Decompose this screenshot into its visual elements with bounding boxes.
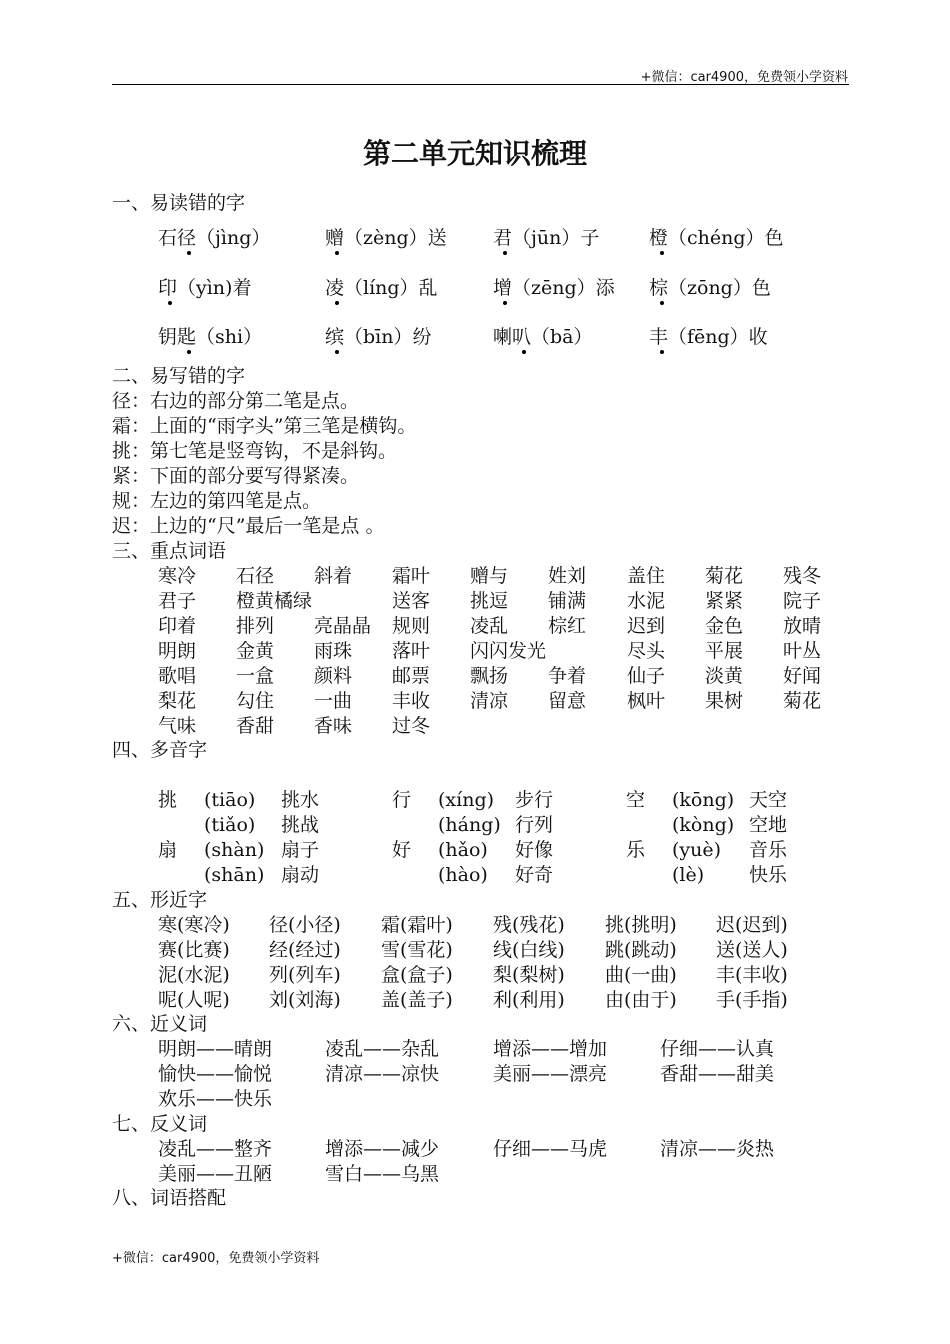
keyword-row-cell: 闪闪发光 bbox=[470, 640, 547, 662]
keyword-row-cell: 斜着 bbox=[314, 565, 353, 587]
synonym-row-cell: 欢乐——快乐 bbox=[158, 1088, 273, 1110]
write-wrong-line: 挑：第七笔是竖弯钩，不是斜钩。 bbox=[112, 440, 398, 462]
similar-row-cell: 赛(比赛) bbox=[158, 939, 230, 961]
synonym-row-cell: 凌乱——杂乱 bbox=[325, 1038, 440, 1060]
keyword-row-cell: 尽头 bbox=[627, 640, 666, 662]
similar-row-cell: 残(残花) bbox=[493, 914, 565, 936]
keyword-row-cell: 一盒 bbox=[236, 665, 275, 687]
read-wrong-row-cell: 石径（jìng） bbox=[158, 227, 271, 249]
similar-row-cell: 挑(挑明) bbox=[605, 914, 677, 936]
keyword-row-cell: 争着 bbox=[548, 665, 587, 687]
polyphone-row-cell: 挑 bbox=[158, 789, 178, 811]
keyword-row-cell: 雨珠 bbox=[314, 640, 353, 662]
keyword-row-cell: 金色 bbox=[705, 615, 744, 637]
polyphone-row-cell: (hǎo) bbox=[438, 839, 488, 861]
polyphone-row-cell: 扇 bbox=[158, 839, 178, 861]
polyphone-row-cell: 乐 bbox=[626, 839, 646, 861]
keyword-row-cell: 赠与 bbox=[470, 565, 509, 587]
synonym-row-cell: 愉快——愉悦 bbox=[158, 1063, 273, 1085]
keyword-row-cell: 送客 bbox=[392, 590, 431, 612]
synonym-row-cell: 仔细——认真 bbox=[660, 1038, 775, 1060]
emphasis-dot bbox=[660, 350, 664, 354]
polyphone-row-cell: 快乐 bbox=[749, 864, 788, 886]
keyword-row-cell: 迟到 bbox=[627, 615, 666, 637]
antonym-row-cell: 清凉——炎热 bbox=[660, 1138, 775, 1160]
read-wrong-row-cell: 缤（bīn）纷 bbox=[325, 326, 432, 348]
keyword-row-cell: 勾住 bbox=[236, 690, 275, 712]
keyword-row-cell: 过冬 bbox=[392, 715, 431, 737]
emphasis-dot bbox=[187, 350, 191, 354]
keyword-row-cell: 颜料 bbox=[314, 665, 353, 687]
section-heading-6: 六、近义词 bbox=[112, 1013, 208, 1035]
keyword-row-cell: 仙子 bbox=[627, 665, 666, 687]
similar-row-cell: 由(由于) bbox=[605, 989, 677, 1011]
emphasis-dot bbox=[660, 301, 664, 305]
polyphone-row-cell: (shàn) bbox=[204, 839, 265, 861]
read-wrong-row-cell: 增（zēng）添 bbox=[493, 277, 615, 299]
similar-row-cell: 寒(寒冷) bbox=[158, 914, 230, 936]
emphasis-dot bbox=[503, 251, 507, 255]
write-wrong-line: 迟：上边的“尺”最后一笔是点 。 bbox=[112, 515, 385, 537]
polyphone-row-cell: 步行 bbox=[515, 789, 554, 811]
keyword-row-cell: 石径 bbox=[236, 565, 275, 587]
keyword-row-cell: 放晴 bbox=[783, 615, 822, 637]
similar-row-cell: 径(小径) bbox=[269, 914, 341, 936]
emphasis-dot bbox=[522, 350, 526, 354]
synonym-row-cell: 清凉——凉快 bbox=[325, 1063, 440, 1085]
polyphone-row-cell: (shān) bbox=[204, 864, 265, 886]
keyword-row-cell: 残冬 bbox=[783, 565, 822, 587]
keyword-row-cell: 排列 bbox=[236, 615, 275, 637]
polyphone-row-cell: 挑战 bbox=[281, 814, 320, 836]
polyphone-row-cell: 行列 bbox=[515, 814, 554, 836]
polyphone-row-cell: 天空 bbox=[749, 789, 788, 811]
section-heading-4: 四、多音字 bbox=[112, 739, 208, 761]
keyword-row-cell: 霜叶 bbox=[392, 565, 431, 587]
read-wrong-row-cell: 凌（líng）乱 bbox=[325, 277, 438, 299]
polyphone-row-cell: 音乐 bbox=[749, 839, 788, 861]
header-divider bbox=[112, 84, 849, 85]
keyword-row-cell: 棕红 bbox=[548, 615, 587, 637]
keyword-row-cell: 香甜 bbox=[236, 715, 275, 737]
keyword-row-cell: 菊花 bbox=[783, 690, 822, 712]
antonym-row-cell: 雪白——乌黑 bbox=[325, 1163, 440, 1185]
similar-row-cell: 丰(丰收) bbox=[716, 964, 788, 986]
keyword-row-cell: 飘扬 bbox=[470, 665, 509, 687]
similar-row-cell: 梨(梨树) bbox=[493, 964, 565, 986]
keyword-row-cell: 橙黄橘绿 bbox=[236, 590, 313, 612]
keyword-row-cell: 气味 bbox=[158, 715, 197, 737]
keyword-row-cell: 挑逗 bbox=[470, 590, 509, 612]
similar-row-cell: 手(手指) bbox=[716, 989, 788, 1011]
write-wrong-line: 规：左边的第四笔是点。 bbox=[112, 490, 322, 512]
read-wrong-row-cell: 喇叭（bā） bbox=[493, 326, 593, 348]
keyword-row-cell: 院子 bbox=[783, 590, 822, 612]
polyphone-row-cell: 好奇 bbox=[515, 864, 554, 886]
section-heading-7: 七、反义词 bbox=[112, 1113, 208, 1135]
keyword-row-cell: 淡黄 bbox=[705, 665, 744, 687]
page-title: 第二单元知识梳理 bbox=[362, 137, 587, 170]
similar-row-cell: 曲(一曲) bbox=[605, 964, 677, 986]
section-heading-1: 一、易读错的字 bbox=[112, 192, 246, 214]
keyword-row-cell: 规则 bbox=[392, 615, 431, 637]
similar-row-cell: 泥(水泥) bbox=[158, 964, 230, 986]
polyphone-row-cell: 空 bbox=[626, 789, 646, 811]
section-heading-5: 五、形近字 bbox=[112, 889, 208, 911]
polyphone-row-cell: (yuè) bbox=[672, 839, 722, 861]
similar-row-cell: 跳(跳动) bbox=[605, 939, 677, 961]
similar-row-cell: 霜(霜叶) bbox=[381, 914, 453, 936]
read-wrong-row-cell: 印（yìn)着 bbox=[158, 277, 252, 299]
keyword-row-cell: 梨花 bbox=[158, 690, 197, 712]
polyphone-row-cell: (lè) bbox=[672, 864, 705, 886]
read-wrong-row-cell: 钥匙（shi） bbox=[158, 326, 263, 348]
section-heading-8: 八、词语搭配 bbox=[112, 1187, 227, 1209]
similar-row-cell: 盖(盖子) bbox=[381, 989, 453, 1011]
header-note: +微信：car4900，免费领小学资料 bbox=[640, 70, 848, 85]
similar-row-cell: 利(利用) bbox=[493, 989, 565, 1011]
antonym-row-cell: 凌乱——整齐 bbox=[158, 1138, 273, 1160]
keyword-row-cell: 水泥 bbox=[627, 590, 666, 612]
polyphone-row-cell: 好像 bbox=[515, 839, 554, 861]
synonym-row-cell: 增添——增加 bbox=[493, 1038, 608, 1060]
polyphone-row-cell: (hào) bbox=[438, 864, 488, 886]
keyword-row-cell: 明朗 bbox=[158, 640, 197, 662]
emphasis-dot bbox=[335, 301, 339, 305]
polyphone-row-cell: (háng) bbox=[438, 814, 501, 836]
polyphone-row-cell: (tiǎo) bbox=[204, 814, 256, 836]
keyword-row-cell: 邮票 bbox=[392, 665, 431, 687]
polyphone-row-cell: 扇动 bbox=[281, 864, 320, 886]
similar-row-cell: 盒(盒子) bbox=[381, 964, 453, 986]
keyword-row-cell: 铺满 bbox=[548, 590, 587, 612]
polyphone-row-cell: (kōng) bbox=[672, 789, 735, 811]
similar-row-cell: 呢(人呢) bbox=[158, 989, 230, 1011]
emphasis-dot bbox=[168, 301, 172, 305]
similar-row-cell: 刘(刘海) bbox=[269, 989, 341, 1011]
keyword-row-cell: 果树 bbox=[705, 690, 744, 712]
write-wrong-line: 径：右边的部分第二笔是点。 bbox=[112, 390, 360, 412]
antonym-row-cell: 增添——减少 bbox=[325, 1138, 440, 1160]
read-wrong-row-cell: 橙（chéng）色 bbox=[649, 227, 784, 249]
similar-row-cell: 线(白线) bbox=[493, 939, 565, 961]
emphasis-dot bbox=[187, 251, 191, 255]
keyword-row-cell: 紧紧 bbox=[705, 590, 744, 612]
keyword-row-cell: 盖住 bbox=[627, 565, 666, 587]
similar-row-cell: 迟(迟到) bbox=[716, 914, 788, 936]
polyphone-row-cell: 扇子 bbox=[281, 839, 320, 861]
keyword-row-cell: 一曲 bbox=[314, 690, 353, 712]
write-wrong-line: 霜：上面的“雨字头”第三笔是横钩。 bbox=[112, 415, 417, 437]
read-wrong-row-cell: 丰（fēng）收 bbox=[649, 326, 768, 348]
keyword-row-cell: 印着 bbox=[158, 615, 197, 637]
keyword-row-cell: 枫叶 bbox=[627, 690, 666, 712]
similar-row-cell: 经(经过) bbox=[269, 939, 341, 961]
keyword-row-cell: 凌乱 bbox=[470, 615, 509, 637]
synonym-row-cell: 香甜——甜美 bbox=[660, 1063, 775, 1085]
keyword-row-cell: 丰收 bbox=[392, 690, 431, 712]
polyphone-row-cell: 好 bbox=[392, 839, 412, 861]
keyword-row-cell: 寒冷 bbox=[158, 565, 197, 587]
keyword-row-cell: 落叶 bbox=[392, 640, 431, 662]
emphasis-dot bbox=[335, 350, 339, 354]
polyphone-row-cell: 行 bbox=[392, 789, 412, 811]
keyword-row-cell: 清凉 bbox=[470, 690, 509, 712]
keyword-row-cell: 亮晶晶 bbox=[314, 615, 372, 637]
synonym-row-cell: 明朗——晴朗 bbox=[158, 1038, 273, 1060]
emphasis-dot bbox=[335, 251, 339, 255]
polyphone-row-cell: (kòng) bbox=[672, 814, 735, 836]
section-heading-2: 二、易写错的字 bbox=[112, 365, 246, 387]
polyphone-row-cell: 空地 bbox=[749, 814, 788, 836]
keyword-row-cell: 好闻 bbox=[783, 665, 822, 687]
keyword-row-cell: 叶丛 bbox=[783, 640, 822, 662]
keyword-row-cell: 平展 bbox=[705, 640, 744, 662]
antonym-row-cell: 仔细——马虎 bbox=[493, 1138, 608, 1160]
keyword-row-cell: 君子 bbox=[158, 590, 197, 612]
keyword-row-cell: 金黄 bbox=[236, 640, 275, 662]
keyword-row-cell: 留意 bbox=[548, 690, 587, 712]
read-wrong-row-cell: 君（jūn）子 bbox=[493, 227, 600, 249]
antonym-row-cell: 美丽——丑陋 bbox=[158, 1163, 273, 1185]
keyword-row-cell: 歌唱 bbox=[158, 665, 197, 687]
footer-note: +微信：car4900，免费领小学资料 bbox=[112, 1251, 320, 1266]
section-heading-3: 三、重点词语 bbox=[112, 540, 227, 562]
synonym-row-cell: 美丽——漂亮 bbox=[493, 1063, 608, 1085]
emphasis-dot bbox=[503, 301, 507, 305]
emphasis-dot bbox=[660, 251, 664, 255]
keyword-row-cell: 菊花 bbox=[705, 565, 744, 587]
polyphone-row-cell: (xíng) bbox=[438, 789, 495, 811]
similar-row-cell: 雪(雪花) bbox=[381, 939, 453, 961]
polyphone-row-cell: 挑水 bbox=[281, 789, 320, 811]
read-wrong-row-cell: 赠（zèng）送 bbox=[325, 227, 447, 249]
similar-row-cell: 送(送人) bbox=[716, 939, 788, 961]
keyword-row-cell: 香味 bbox=[314, 715, 353, 737]
read-wrong-row-cell: 棕（zōng）色 bbox=[649, 277, 771, 299]
keyword-row-cell: 姓刘 bbox=[548, 565, 587, 587]
polyphone-row-cell: (tiāo) bbox=[204, 789, 256, 811]
similar-row-cell: 列(列车) bbox=[269, 964, 341, 986]
write-wrong-line: 紧：下面的部分要写得紧凑。 bbox=[112, 465, 360, 487]
